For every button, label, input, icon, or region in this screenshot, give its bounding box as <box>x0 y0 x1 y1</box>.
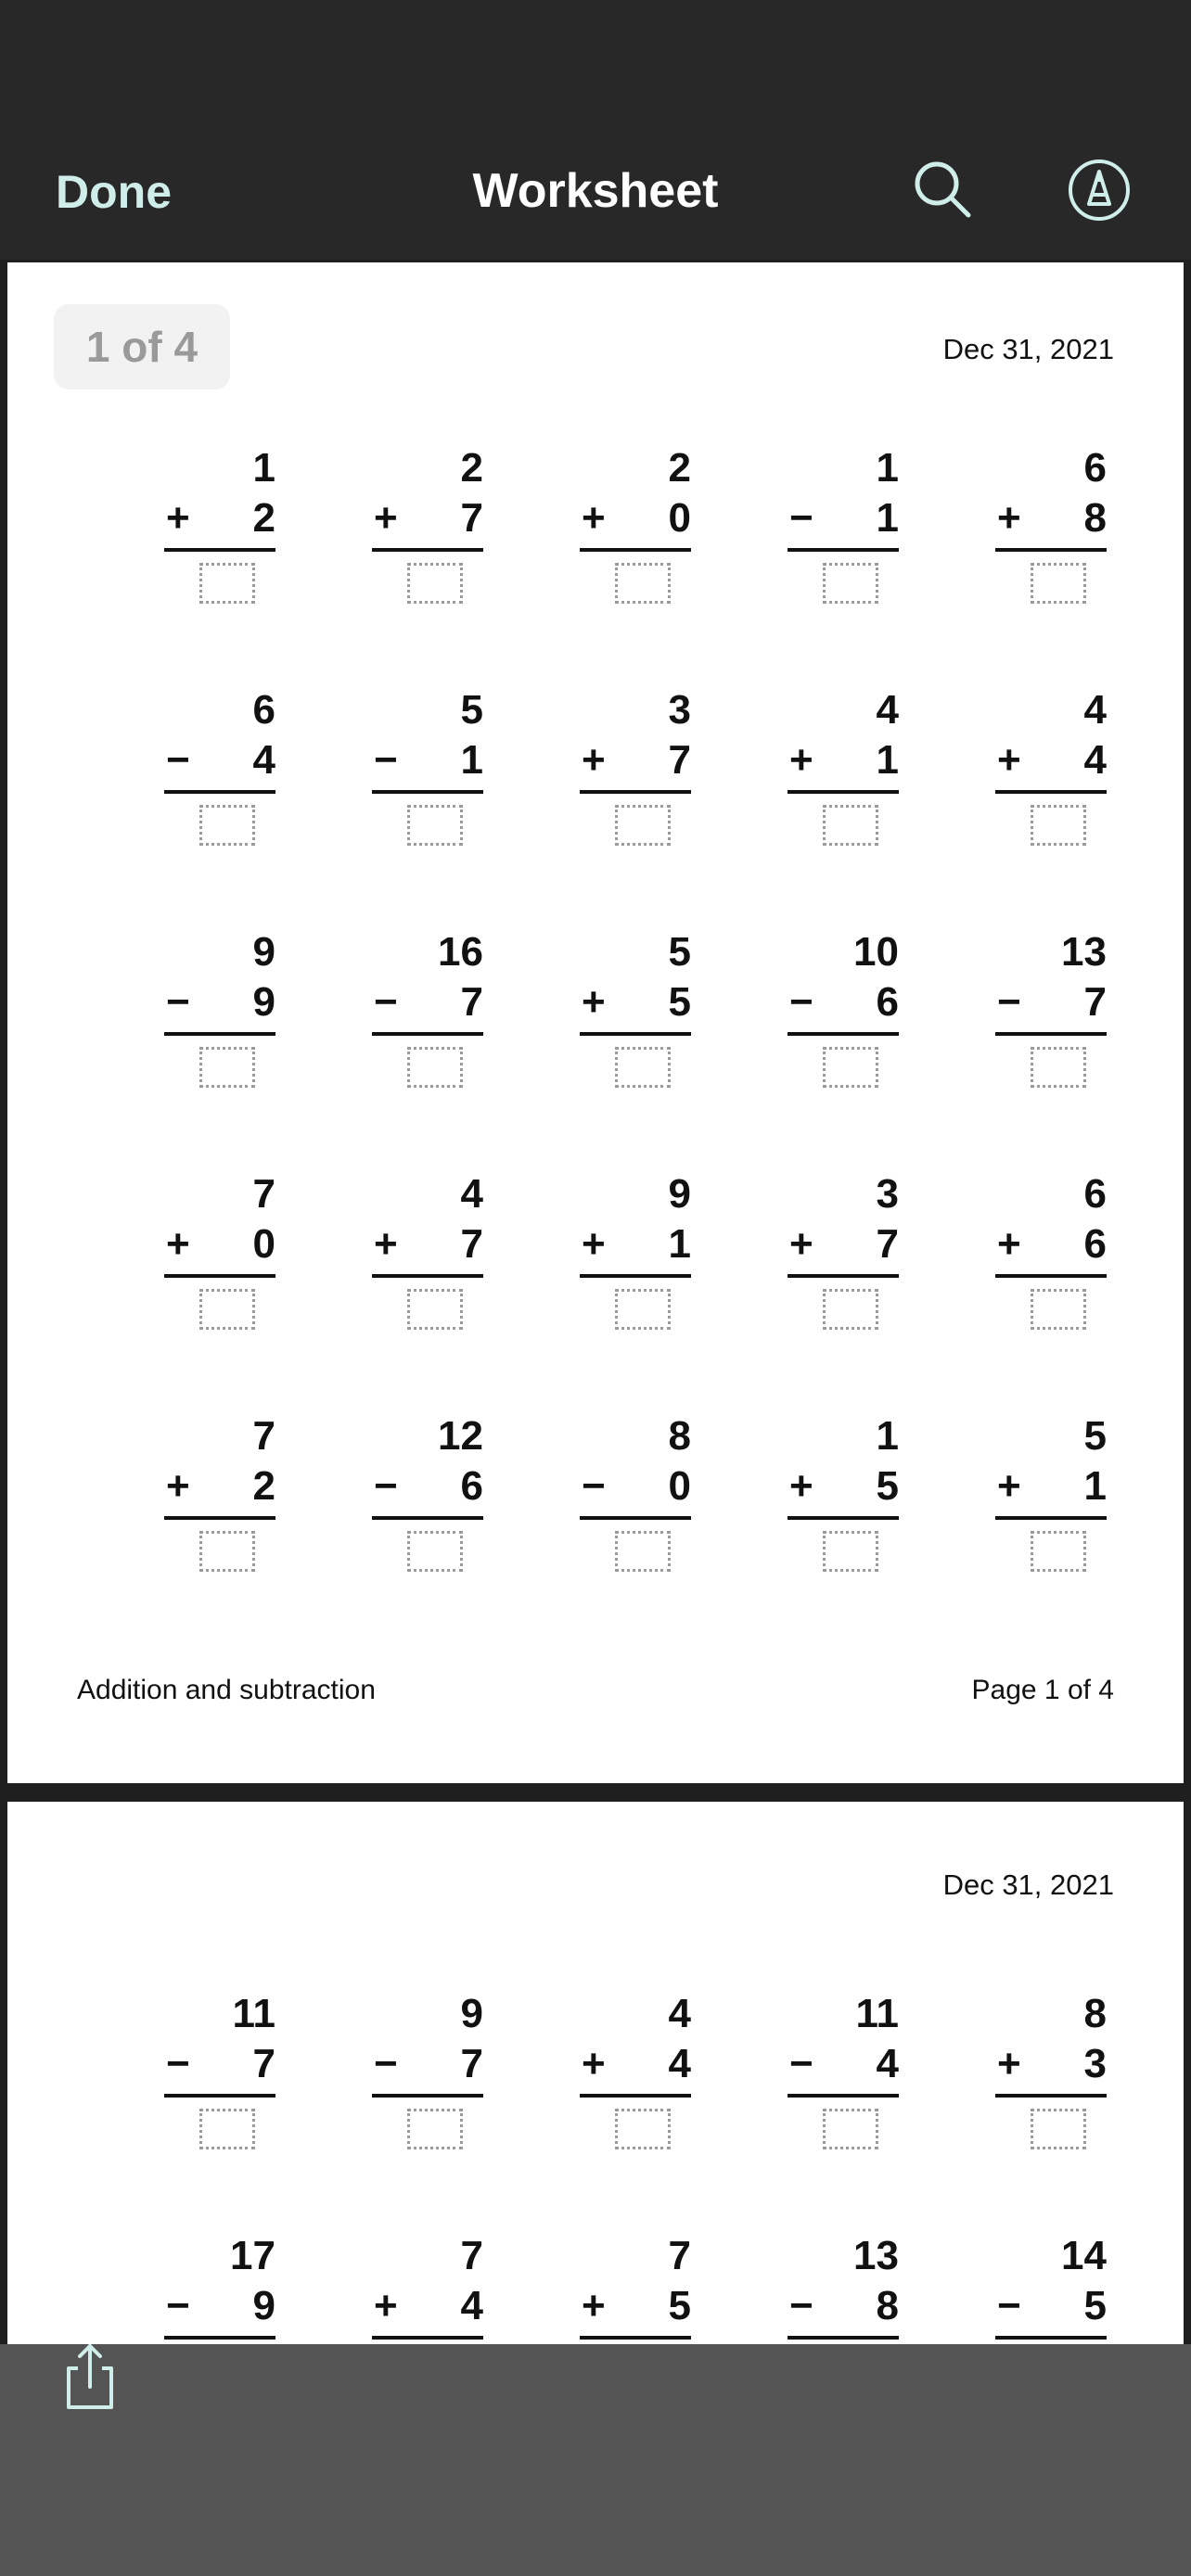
problem-first-number: 13 <box>1061 929 1107 975</box>
problem-first-number: 8 <box>668 1413 691 1459</box>
math-problem <box>580 1171 691 1350</box>
problem-rule <box>372 2336 483 2340</box>
problem-rule <box>580 2094 691 2098</box>
problem-first-number: 3 <box>668 687 691 733</box>
problem-first-number: 11 <box>855 1991 899 2036</box>
answer-box[interactable] <box>823 805 878 846</box>
problem-second-number: 5 <box>876 1463 899 1509</box>
problem-second-number: 6 <box>460 1463 483 1509</box>
problem-rule <box>164 1516 275 1520</box>
navigation-bar <box>0 0 1191 260</box>
worksheet-footer-title: Addition and subtraction <box>77 1675 376 1705</box>
math-problem <box>580 929 691 1108</box>
math-problem <box>788 929 899 1108</box>
problem-rule <box>580 1516 691 1520</box>
problem-operator: − <box>997 979 1021 1025</box>
problem-first-number: 9 <box>252 929 275 975</box>
problem-rule <box>164 790 275 794</box>
problem-first-number: 5 <box>1083 1413 1107 1459</box>
problem-second-number: 1 <box>460 737 483 783</box>
problem-second-number: 8 <box>876 2283 899 2328</box>
problem-first-number: 5 <box>460 687 483 733</box>
markup-icon[interactable] <box>1067 158 1132 223</box>
math-problem <box>995 1413 1107 1592</box>
problem-second-number: 7 <box>460 979 483 1025</box>
worksheet-page-1 <box>7 262 1184 1783</box>
answer-box[interactable] <box>1031 1531 1086 1572</box>
problem-operator: + <box>997 2041 1021 2086</box>
answer-box[interactable] <box>407 1289 463 1330</box>
problem-first-number: 10 <box>853 929 899 975</box>
problem-operator: − <box>789 2283 813 2328</box>
problem-second-number: 2 <box>252 1463 275 1509</box>
problem-second-number: 4 <box>1083 737 1107 783</box>
problem-first-number: 8 <box>1083 1991 1107 2036</box>
problem-rule <box>372 1516 483 1520</box>
problem-second-number: 8 <box>1083 495 1107 541</box>
problem-rule <box>995 1032 1107 1036</box>
answer-box[interactable] <box>1031 1047 1086 1088</box>
problem-operator: + <box>374 2283 398 2328</box>
problem-second-number: 9 <box>252 2283 275 2328</box>
bottom-toolbar <box>0 2344 1191 2576</box>
problem-first-number: 1 <box>876 445 899 491</box>
problem-rule <box>788 548 899 552</box>
problem-rule <box>788 790 899 794</box>
problem-rule <box>372 1032 483 1036</box>
problem-operator: − <box>582 1463 606 1509</box>
problem-operator: + <box>374 1221 398 1267</box>
math-problem <box>164 1171 275 1350</box>
problem-rule <box>580 1274 691 1278</box>
math-problem <box>164 687 275 866</box>
answer-box[interactable] <box>1031 1289 1086 1330</box>
problem-first-number: 13 <box>853 2233 899 2278</box>
math-problem <box>372 929 483 1108</box>
problem-second-number: 1 <box>876 495 899 541</box>
problem-second-number: 7 <box>876 1221 899 1267</box>
problem-second-number: 1 <box>668 1221 691 1267</box>
answer-box[interactable] <box>615 805 671 846</box>
problem-second-number: 4 <box>876 2041 899 2086</box>
problem-operator: − <box>374 2041 398 2086</box>
problem-rule <box>164 1274 275 1278</box>
answer-box[interactable] <box>823 1289 878 1330</box>
problem-first-number: 6 <box>252 687 275 733</box>
math-problem <box>995 445 1107 624</box>
problem-first-number: 6 <box>1083 1171 1107 1217</box>
math-problem <box>580 1413 691 1592</box>
math-problem <box>788 687 899 866</box>
math-problem <box>164 445 275 624</box>
math-problem <box>788 445 899 624</box>
page-number: Page 1 of 4 <box>971 1675 1114 1705</box>
math-problem <box>372 1413 483 1592</box>
problem-first-number: 4 <box>668 1991 691 2036</box>
problem-rule <box>788 2336 899 2340</box>
problem-operator: + <box>582 1221 606 1267</box>
problem-second-number: 7 <box>460 495 483 541</box>
problem-rule <box>788 2094 899 2098</box>
problem-operator: − <box>789 2041 813 2086</box>
problem-operator: + <box>374 495 398 541</box>
problem-rule <box>788 1032 899 1036</box>
problem-first-number: 4 <box>876 687 899 733</box>
problem-rule <box>788 1274 899 1278</box>
problem-rule <box>995 2094 1107 2098</box>
problem-first-number: 3 <box>876 1171 899 1217</box>
problem-second-number: 0 <box>668 1463 691 1509</box>
problem-operator: + <box>166 495 190 541</box>
problem-first-number: 9 <box>460 1991 483 2036</box>
problem-rule <box>164 1032 275 1036</box>
problem-second-number: 6 <box>1083 1221 1107 1267</box>
problem-operator: + <box>997 495 1021 541</box>
problem-operator: − <box>374 1463 398 1509</box>
answer-box[interactable] <box>199 805 255 846</box>
problem-second-number: 0 <box>668 495 691 541</box>
problem-operator: − <box>166 2283 190 2328</box>
done-button[interactable]: Done <box>56 166 172 218</box>
math-problem <box>372 1171 483 1350</box>
answer-box[interactable] <box>823 2109 878 2149</box>
answer-box[interactable] <box>199 1531 255 1572</box>
problem-operator: + <box>582 2283 606 2328</box>
problem-second-number: 7 <box>252 2041 275 2086</box>
answer-box[interactable] <box>199 1289 255 1330</box>
answer-box[interactable] <box>823 1531 878 1572</box>
problem-operator: − <box>374 979 398 1025</box>
problem-second-number: 5 <box>668 2283 691 2328</box>
problem-second-number: 4 <box>460 2283 483 2328</box>
problem-rule <box>372 790 483 794</box>
problem-first-number: 14 <box>1061 2233 1107 2278</box>
page-date: Dec 31, 2021 <box>942 1868 1114 1901</box>
answer-box[interactable] <box>407 2109 463 2149</box>
problem-rule <box>164 2094 275 2098</box>
math-problem <box>580 445 691 624</box>
answer-box[interactable] <box>823 1047 878 1088</box>
math-problem <box>372 445 483 624</box>
problem-first-number: 7 <box>460 2233 483 2278</box>
answer-box[interactable] <box>823 563 878 604</box>
page-date: Dec 31, 2021 <box>942 333 1114 365</box>
problem-operator: − <box>166 2041 190 2086</box>
answer-box[interactable] <box>615 1047 671 1088</box>
problem-rule <box>372 548 483 552</box>
problem-first-number: 17 <box>230 2233 275 2278</box>
problem-second-number: 2 <box>252 495 275 541</box>
problem-second-number: 1 <box>876 737 899 783</box>
problem-operator: − <box>166 737 190 783</box>
share-icon[interactable] <box>58 2339 122 2413</box>
answer-box[interactable] <box>1031 563 1086 604</box>
problem-first-number: 16 <box>438 929 483 975</box>
page-title: Worksheet <box>472 164 719 218</box>
answer-box[interactable] <box>1031 2109 1086 2149</box>
problem-second-number: 0 <box>252 1221 275 1267</box>
problem-second-number: 4 <box>252 737 275 783</box>
answer-box[interactable] <box>407 805 463 846</box>
problem-first-number: 5 <box>668 929 691 975</box>
math-problem <box>788 1171 899 1350</box>
math-problem <box>995 687 1107 866</box>
math-problem <box>164 929 275 1108</box>
answer-box[interactable] <box>615 1531 671 1572</box>
problem-first-number: 7 <box>252 1413 275 1459</box>
problem-operator: − <box>374 737 398 783</box>
math-problem <box>372 687 483 866</box>
problem-operator: + <box>582 2041 606 2086</box>
math-problem <box>164 1991 275 2170</box>
problem-first-number: 7 <box>252 1171 275 1217</box>
problem-rule <box>372 1274 483 1278</box>
math-problem <box>788 1413 899 1592</box>
problem-operator: + <box>997 1463 1021 1509</box>
problem-first-number: 4 <box>460 1171 483 1217</box>
math-problem <box>164 1413 275 1592</box>
math-problem <box>995 1171 1107 1350</box>
problem-operator: + <box>997 737 1021 783</box>
problem-rule <box>995 1274 1107 1278</box>
problem-rule <box>995 1516 1107 1520</box>
problem-second-number: 7 <box>668 737 691 783</box>
problem-rule <box>995 548 1107 552</box>
problem-rule <box>580 548 691 552</box>
problem-operator: + <box>166 1221 190 1267</box>
problem-second-number: 4 <box>668 2041 691 2086</box>
search-icon[interactable] <box>911 158 976 223</box>
problem-second-number: 6 <box>876 979 899 1025</box>
problem-operator: − <box>789 979 813 1025</box>
problem-operator: + <box>582 495 606 541</box>
problem-operator: + <box>789 737 813 783</box>
math-problem <box>995 1991 1107 2170</box>
problem-second-number: 7 <box>460 2041 483 2086</box>
problem-second-number: 3 <box>1083 2041 1107 2086</box>
problem-grid <box>7 262 1184 1783</box>
problem-rule <box>580 790 691 794</box>
problem-first-number: 4 <box>1083 687 1107 733</box>
problem-rule <box>995 2336 1107 2340</box>
problem-rule <box>372 2094 483 2098</box>
problem-first-number: 11 <box>232 1991 275 2036</box>
problem-first-number: 2 <box>460 445 483 491</box>
math-problem <box>995 929 1107 1108</box>
problem-first-number: 7 <box>668 2233 691 2278</box>
problem-second-number: 1 <box>1083 1463 1107 1509</box>
problem-second-number: 5 <box>1083 2283 1107 2328</box>
answer-box[interactable] <box>199 2109 255 2149</box>
problem-first-number: 6 <box>1083 445 1107 491</box>
problem-operator: + <box>582 979 606 1025</box>
problem-second-number: 9 <box>252 979 275 1025</box>
answer-box[interactable] <box>407 1531 463 1572</box>
problem-rule <box>788 1516 899 1520</box>
answer-box[interactable] <box>615 1289 671 1330</box>
problem-first-number: 12 <box>438 1413 483 1459</box>
problem-first-number: 1 <box>876 1413 899 1459</box>
math-problem <box>372 1991 483 2170</box>
problem-rule <box>164 2336 275 2340</box>
answer-box[interactable] <box>615 2109 671 2149</box>
answer-box[interactable] <box>407 563 463 604</box>
problem-operator: + <box>997 1221 1021 1267</box>
problem-rule <box>995 790 1107 794</box>
problem-operator: − <box>997 2283 1021 2328</box>
problem-first-number: 9 <box>668 1171 691 1217</box>
page-indicator: 1 of 4 <box>54 304 230 389</box>
answer-box[interactable] <box>199 1047 255 1088</box>
problem-operator: + <box>789 1221 813 1267</box>
problem-operator: + <box>789 1463 813 1509</box>
math-problem <box>580 687 691 866</box>
problem-rule <box>164 548 275 552</box>
math-problem <box>788 1991 899 2170</box>
problem-second-number: 7 <box>1083 979 1107 1025</box>
answer-box[interactable] <box>407 1047 463 1088</box>
problem-second-number: 5 <box>668 979 691 1025</box>
problem-operator: + <box>166 1463 190 1509</box>
problem-operator: + <box>582 737 606 783</box>
math-problem <box>580 1991 691 2170</box>
answer-box[interactable] <box>1031 805 1086 846</box>
problem-rule <box>580 1032 691 1036</box>
problem-first-number: 1 <box>252 445 275 491</box>
problem-first-number: 2 <box>668 445 691 491</box>
problem-operator: − <box>166 979 190 1025</box>
problem-rule <box>580 2336 691 2340</box>
problem-operator: − <box>789 495 813 541</box>
answer-box[interactable] <box>615 563 671 604</box>
problem-second-number: 7 <box>460 1221 483 1267</box>
answer-box[interactable] <box>199 563 255 604</box>
